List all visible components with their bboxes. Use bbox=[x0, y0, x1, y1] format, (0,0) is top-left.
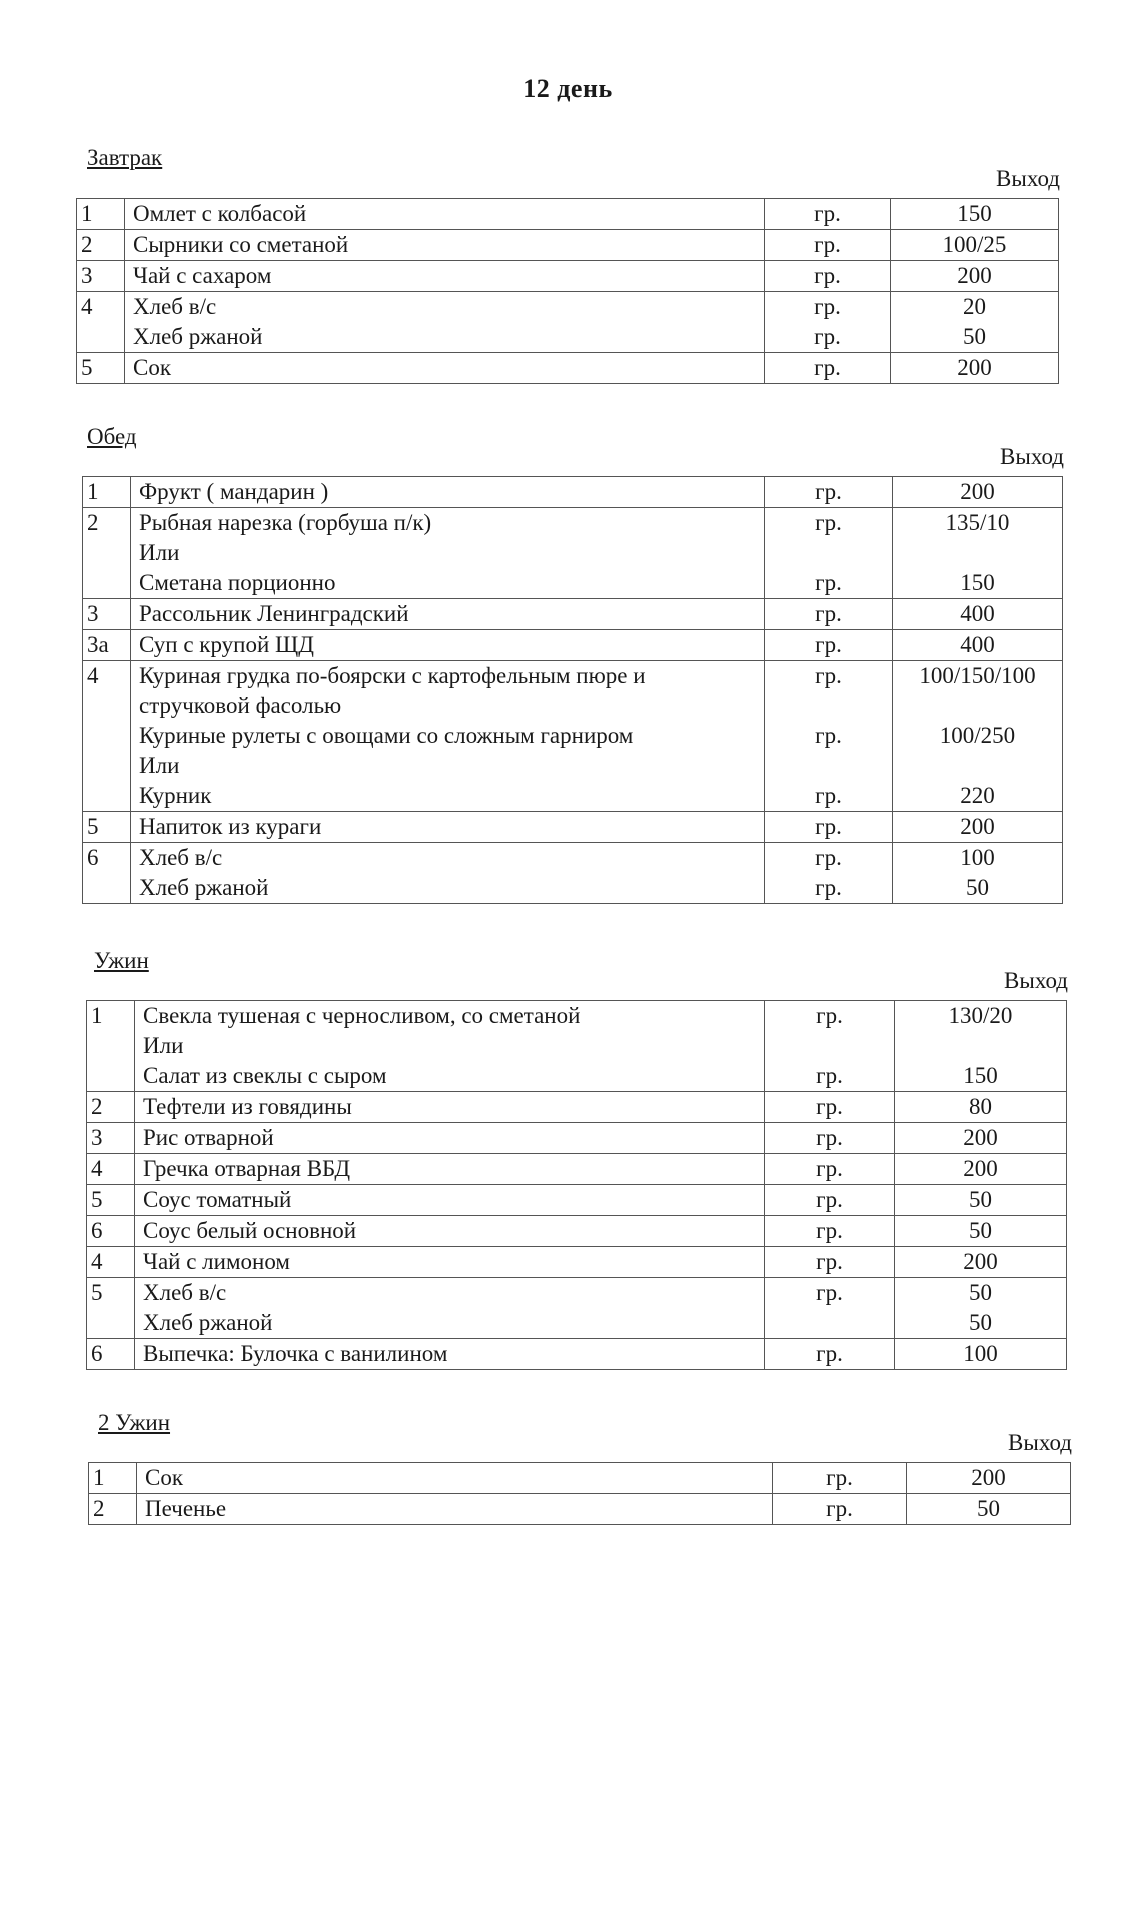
yield-amount: 50 bbox=[966, 875, 989, 900]
yield-amount: 150 bbox=[963, 1063, 998, 1088]
yield-cell bbox=[895, 1278, 1067, 1339]
yield-cell bbox=[895, 1092, 1067, 1123]
dish-name: Суп с крупой ЩД bbox=[139, 632, 314, 657]
table-row bbox=[87, 1154, 1067, 1185]
dish-cell bbox=[135, 1092, 765, 1123]
dish-name: Хлеб ржаной bbox=[139, 875, 269, 900]
yield-cell bbox=[891, 230, 1059, 261]
dish-name: Омлет с колбасой bbox=[133, 201, 307, 226]
dish-name: Или bbox=[143, 1033, 184, 1058]
unit-label: гр. bbox=[814, 294, 841, 319]
row-number: 2 bbox=[89, 1494, 137, 1525]
yield-header: Выход bbox=[996, 166, 1060, 191]
yield-amount: 50 bbox=[969, 1187, 992, 1212]
unit-cell bbox=[773, 1463, 907, 1494]
table-row bbox=[87, 1185, 1067, 1216]
dish-name: Или bbox=[139, 753, 180, 778]
unit-cell bbox=[765, 1247, 895, 1278]
unit-cell bbox=[765, 199, 891, 230]
yield-amount: 50 bbox=[969, 1218, 992, 1243]
table-row bbox=[77, 199, 1059, 230]
yield-amount: 150 bbox=[957, 201, 992, 226]
unit-cell bbox=[773, 1494, 907, 1525]
unit-label: гр. bbox=[816, 1125, 843, 1150]
unit-cell bbox=[765, 477, 893, 508]
dish-cell bbox=[135, 1278, 765, 1339]
dish-cell bbox=[125, 292, 765, 353]
yield-cell bbox=[893, 661, 1063, 812]
unit-cell bbox=[765, 812, 893, 843]
unit-label: гр. bbox=[815, 783, 842, 808]
yield-amount: 100/25 bbox=[942, 232, 1007, 257]
yield-amount: 200 bbox=[957, 355, 992, 380]
yield-header: Выход bbox=[1008, 1430, 1072, 1455]
unit-label bbox=[773, 538, 884, 568]
table-row bbox=[87, 1092, 1067, 1123]
unit-label: гр. bbox=[816, 1341, 843, 1366]
table-row bbox=[83, 630, 1063, 661]
dish-name: Рассольник Ленинградский bbox=[139, 601, 409, 626]
yield-amount: 200 bbox=[957, 263, 992, 288]
menu-table bbox=[82, 476, 1063, 904]
table-row bbox=[77, 261, 1059, 292]
dish-cell bbox=[135, 1001, 765, 1092]
unit-label: гр. bbox=[816, 1249, 843, 1274]
yield-cell bbox=[893, 843, 1063, 904]
unit-cell bbox=[765, 1339, 895, 1370]
table-row bbox=[77, 230, 1059, 261]
unit-label: гр. bbox=[814, 201, 841, 226]
dish-name: Или bbox=[139, 540, 180, 565]
unit-label: гр. bbox=[815, 632, 842, 657]
yield-cell bbox=[893, 812, 1063, 843]
row-number: 1 bbox=[77, 199, 125, 230]
dish-cell bbox=[137, 1494, 773, 1525]
unit-cell bbox=[765, 1278, 895, 1339]
dish-cell bbox=[131, 812, 765, 843]
dish-name: Рыбная нарезка (горбуша п/к) bbox=[139, 510, 432, 535]
unit-label: гр. bbox=[815, 510, 842, 535]
yield-cell bbox=[907, 1463, 1071, 1494]
yield-amount: 200 bbox=[971, 1465, 1006, 1490]
menu-table bbox=[88, 1462, 1071, 1525]
unit-label: гр. bbox=[814, 263, 841, 288]
row-number: 4 bbox=[87, 1247, 135, 1278]
yield-cell bbox=[891, 353, 1059, 384]
section-title: Обед bbox=[87, 424, 137, 449]
dish-name: Сырники со сметаной bbox=[133, 232, 349, 257]
yield-amount bbox=[901, 751, 1054, 781]
dish-name: Сметана порционно bbox=[139, 570, 336, 595]
row-number: 1 bbox=[89, 1463, 137, 1494]
yield-cell bbox=[895, 1216, 1067, 1247]
yield-cell bbox=[891, 261, 1059, 292]
yield-amount: 50 bbox=[969, 1280, 992, 1305]
yield-cell bbox=[895, 1339, 1067, 1370]
dish-cell bbox=[125, 261, 765, 292]
dish-cell bbox=[131, 661, 765, 812]
dish-name: Курник bbox=[139, 783, 212, 808]
dish-name: Выпечка: Булочка с ванилином bbox=[143, 1341, 448, 1366]
unit-cell bbox=[765, 353, 891, 384]
yield-amount: 80 bbox=[969, 1094, 992, 1119]
unit-cell bbox=[765, 630, 893, 661]
dish-name: Сок bbox=[133, 355, 172, 380]
yield-cell bbox=[893, 599, 1063, 630]
row-number: 3 bbox=[87, 1123, 135, 1154]
unit-cell bbox=[765, 1123, 895, 1154]
unit-label: гр. bbox=[815, 723, 842, 748]
row-number: 4 bbox=[83, 661, 131, 812]
dish-name: Сок bbox=[145, 1465, 184, 1490]
table-row bbox=[83, 843, 1063, 904]
yield-amount: 400 bbox=[960, 632, 995, 657]
row-number: 3а bbox=[83, 630, 131, 661]
yield-amount bbox=[901, 538, 1054, 568]
row-number: 4 bbox=[77, 292, 125, 353]
dish-cell bbox=[125, 353, 765, 384]
row-number: 1 bbox=[83, 477, 131, 508]
row-number: 2 bbox=[83, 508, 131, 599]
dish-cell bbox=[135, 1154, 765, 1185]
section-title: 2 Ужин bbox=[98, 1410, 171, 1435]
yield-amount: 100/250 bbox=[939, 723, 1016, 748]
unit-label: гр. bbox=[816, 1003, 843, 1028]
section-title: Завтрак bbox=[87, 145, 163, 170]
unit-cell bbox=[765, 261, 891, 292]
unit-label: гр. bbox=[814, 324, 841, 349]
table-row bbox=[87, 1339, 1067, 1370]
row-number: 5 bbox=[87, 1278, 135, 1339]
unit-label bbox=[773, 691, 884, 721]
dish-name: Куриные рулеты с овощами со сложным гарниром bbox=[139, 723, 634, 748]
yield-amount: 220 bbox=[960, 783, 995, 808]
unit-cell bbox=[765, 1216, 895, 1247]
unit-label: гр. bbox=[815, 875, 842, 900]
row-number: 2 bbox=[77, 230, 125, 261]
dish-name: Куриная грудка по-боярски с картофельным пюре и bbox=[139, 663, 646, 688]
dish-name: Хлеб в/с bbox=[139, 845, 223, 870]
unit-label bbox=[773, 751, 884, 781]
dish-cell bbox=[131, 508, 765, 599]
row-number: 5 bbox=[83, 812, 131, 843]
unit-label bbox=[773, 1031, 886, 1061]
unit-label: гр. bbox=[816, 1156, 843, 1181]
yield-cell bbox=[891, 292, 1059, 353]
yield-cell bbox=[891, 199, 1059, 230]
row-number: 3 bbox=[83, 599, 131, 630]
dish-name: Хлеб ржаной bbox=[143, 1310, 273, 1335]
unit-label bbox=[773, 1308, 886, 1338]
dish-name: Чай с лимоном bbox=[143, 1249, 290, 1274]
table-row bbox=[89, 1494, 1071, 1525]
dish-name: Рис отварной bbox=[143, 1125, 274, 1150]
yield-cell bbox=[907, 1494, 1071, 1525]
dish-name: Тефтели из говядины bbox=[143, 1094, 352, 1119]
yield-header: Выход bbox=[1004, 968, 1068, 993]
unit-label: гр. bbox=[815, 601, 842, 626]
yield-amount: 135/10 bbox=[945, 510, 1010, 535]
unit-label: гр. bbox=[815, 479, 842, 504]
dish-name: Чай с сахаром bbox=[133, 263, 272, 288]
dish-name: Хлеб ржаной bbox=[133, 324, 263, 349]
dish-cell bbox=[135, 1216, 765, 1247]
unit-label: гр. bbox=[815, 663, 842, 688]
unit-label: гр. bbox=[815, 845, 842, 870]
yield-amount bbox=[903, 1031, 1058, 1061]
yield-cell bbox=[895, 1123, 1067, 1154]
yield-amount: 200 bbox=[960, 814, 995, 839]
dish-cell bbox=[131, 477, 765, 508]
unit-cell bbox=[765, 599, 893, 630]
table-row bbox=[83, 477, 1063, 508]
menu-table bbox=[86, 1000, 1067, 1370]
row-number: 6 bbox=[87, 1216, 135, 1247]
yield-cell bbox=[895, 1185, 1067, 1216]
section-title: Ужин bbox=[94, 948, 149, 973]
unit-label: гр. bbox=[814, 355, 841, 380]
unit-cell bbox=[765, 661, 893, 812]
dish-cell bbox=[135, 1123, 765, 1154]
table-row bbox=[89, 1463, 1071, 1494]
table-row bbox=[87, 1247, 1067, 1278]
row-number: 6 bbox=[83, 843, 131, 904]
unit-label: гр. bbox=[826, 1496, 853, 1521]
table-row bbox=[87, 1216, 1067, 1247]
unit-cell bbox=[765, 292, 891, 353]
yield-cell bbox=[895, 1247, 1067, 1278]
dish-name: Соус томатный bbox=[143, 1187, 292, 1212]
table-row bbox=[77, 353, 1059, 384]
dish-cell bbox=[131, 630, 765, 661]
yield-amount: 150 bbox=[960, 570, 995, 595]
dish-cell bbox=[135, 1185, 765, 1216]
yield-cell bbox=[895, 1154, 1067, 1185]
row-number: 6 bbox=[87, 1339, 135, 1370]
yield-amount: 200 bbox=[963, 1125, 998, 1150]
unit-cell bbox=[765, 1185, 895, 1216]
yield-amount: 400 bbox=[960, 601, 995, 626]
yield-amount: 100 bbox=[963, 1341, 998, 1366]
unit-label: гр. bbox=[816, 1094, 843, 1119]
unit-label: гр. bbox=[816, 1280, 843, 1305]
dish-name: Свекла тушеная с черносливом, со сметаной bbox=[143, 1003, 581, 1028]
dish-name: Соус белый основной bbox=[143, 1218, 357, 1243]
row-number: 5 bbox=[87, 1185, 135, 1216]
unit-label: гр. bbox=[815, 814, 842, 839]
unit-cell bbox=[765, 843, 893, 904]
dish-name: Печенье bbox=[145, 1496, 227, 1521]
table-row bbox=[87, 1001, 1067, 1092]
unit-label: гр. bbox=[826, 1465, 853, 1490]
dish-name: Салат из свеклы с сыром bbox=[143, 1063, 387, 1088]
yield-amount: 50 bbox=[977, 1496, 1000, 1521]
yield-amount: 50 bbox=[963, 324, 986, 349]
yield-cell bbox=[893, 477, 1063, 508]
dish-name: стручковой фасолью bbox=[139, 693, 342, 718]
row-number: 2 bbox=[87, 1092, 135, 1123]
dish-cell bbox=[135, 1339, 765, 1370]
unit-cell bbox=[765, 508, 893, 599]
table-row bbox=[83, 599, 1063, 630]
unit-label: гр. bbox=[816, 1187, 843, 1212]
dish-cell bbox=[131, 599, 765, 630]
row-number: 5 bbox=[77, 353, 125, 384]
yield-amount: 200 bbox=[960, 479, 995, 504]
unit-label: гр. bbox=[816, 1063, 843, 1088]
table-row bbox=[83, 812, 1063, 843]
yield-amount: 20 bbox=[963, 294, 986, 319]
yield-amount: 100 bbox=[960, 845, 995, 870]
dish-cell bbox=[125, 199, 765, 230]
row-number: 1 bbox=[87, 1001, 135, 1092]
dish-cell bbox=[135, 1247, 765, 1278]
table-row bbox=[83, 508, 1063, 599]
menu-table bbox=[76, 198, 1059, 384]
unit-label: гр. bbox=[816, 1218, 843, 1243]
unit-cell bbox=[765, 1092, 895, 1123]
dish-name: Напиток из кураги bbox=[139, 814, 322, 839]
yield-amount: 200 bbox=[963, 1156, 998, 1181]
table-row bbox=[83, 661, 1063, 812]
dish-name: Гречка отварная ВБД bbox=[143, 1156, 351, 1181]
table-row bbox=[77, 292, 1059, 353]
yield-amount: 130/20 bbox=[948, 1003, 1013, 1028]
page-title: 12 день bbox=[523, 74, 613, 103]
yield-header: Выход bbox=[1000, 444, 1064, 469]
unit-label: гр. bbox=[815, 570, 842, 595]
yield-amount: 100/150/100 bbox=[919, 663, 1036, 688]
table-row bbox=[87, 1278, 1067, 1339]
unit-cell bbox=[765, 1001, 895, 1092]
yield-amount: 200 bbox=[963, 1249, 998, 1274]
unit-label: гр. bbox=[814, 232, 841, 257]
dish-name: Фрукт ( мандарин ) bbox=[139, 479, 329, 504]
row-number: 3 bbox=[77, 261, 125, 292]
yield-cell bbox=[893, 630, 1063, 661]
yield-amount: 50 bbox=[969, 1310, 992, 1335]
dish-cell bbox=[125, 230, 765, 261]
unit-cell bbox=[765, 1154, 895, 1185]
dish-name: Хлеб в/с bbox=[133, 294, 217, 319]
table-row bbox=[87, 1123, 1067, 1154]
dish-name: Хлеб в/с bbox=[143, 1280, 227, 1305]
yield-cell bbox=[893, 508, 1063, 599]
yield-cell bbox=[895, 1001, 1067, 1092]
unit-cell bbox=[765, 230, 891, 261]
row-number: 4 bbox=[87, 1154, 135, 1185]
dish-cell bbox=[137, 1463, 773, 1494]
yield-amount bbox=[901, 691, 1054, 721]
dish-cell bbox=[131, 843, 765, 904]
